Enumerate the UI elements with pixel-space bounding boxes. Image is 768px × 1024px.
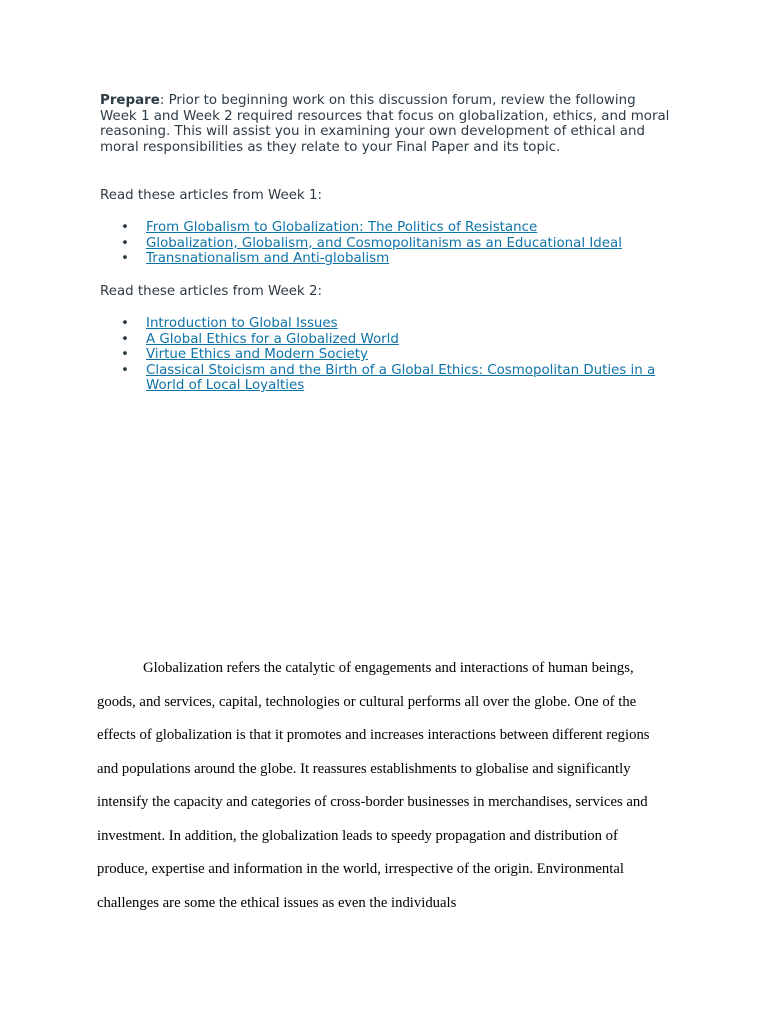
week1-link-1[interactable]: From Globalism to Globalization: The Politics of Resistance bbox=[146, 220, 538, 235]
bullet-icon: • bbox=[121, 235, 129, 251]
essay-text: Globalization refers the catalytic of engagements and interactions of human beings, goods, and services, capital, technologies or cultural performs all over the globe. One of the effects of globalization is that it promotes and increases interactions between different regions and populations around the globe. It reassures establishments to globalise and significantly intensify the capacity and categories of cross-border businesses in merchandises, services and investment. In addition, the globalization leads to speedy propagation and distribution of produce, expertise and information in the world, irrespective of the origin. Environmental challenges are some the ethical issues as even the individuals bbox=[97, 660, 650, 911]
list-item bbox=[100, 332, 666, 348]
list-item bbox=[100, 316, 666, 332]
week2-link-2[interactable]: A Global Ethics for a Globalized World bbox=[146, 331, 399, 347]
bullet-icon: • bbox=[121, 220, 129, 235]
week2-link-1[interactable]: Introduction to Global Issues bbox=[146, 316, 338, 331]
list-item bbox=[100, 347, 666, 363]
week2-heading: Read these articles from Week 2: bbox=[100, 284, 322, 299]
week1-link-list bbox=[100, 220, 666, 267]
prepare-instructions bbox=[100, 93, 670, 155]
list-item bbox=[100, 236, 666, 252]
week2-link-4[interactable]: Classical Stoicism and the Birth of a Global Ethics: Cosmopolitan Duties in a World of Local Loyalties bbox=[146, 362, 656, 393]
bullet-icon: • bbox=[121, 362, 129, 378]
bullet-icon: • bbox=[121, 316, 129, 331]
bullet-icon: • bbox=[121, 347, 129, 362]
week1-link-3[interactable]: Transnationalism and Anti-globalism bbox=[146, 251, 390, 266]
week1-heading: Read these articles from Week 1: bbox=[100, 188, 322, 203]
list-item bbox=[100, 363, 666, 394]
week2-link-list bbox=[100, 316, 666, 394]
prepare-text: : Prior to beginning work on this discussion forum, review the following Week 1 and Week 2 required resources that focus on globalization, ethics, and moral reasoning. This will assist you in examining your own development of ethical and moral responsibilities as they relate to your Final Paper and its topic. bbox=[100, 93, 670, 155]
bullet-icon: • bbox=[121, 251, 129, 266]
week1-link-2[interactable]: Globalization, Globalism, and Cosmopolitanism as an Educational Ideal bbox=[146, 235, 622, 251]
list-item bbox=[100, 251, 666, 267]
prepare-label: Prepare bbox=[100, 93, 160, 108]
week2-link-3[interactable]: Virtue Ethics and Modern Society bbox=[146, 347, 368, 362]
list-item bbox=[100, 220, 666, 236]
bullet-icon: • bbox=[121, 331, 129, 347]
essay-paragraph bbox=[97, 652, 672, 920]
